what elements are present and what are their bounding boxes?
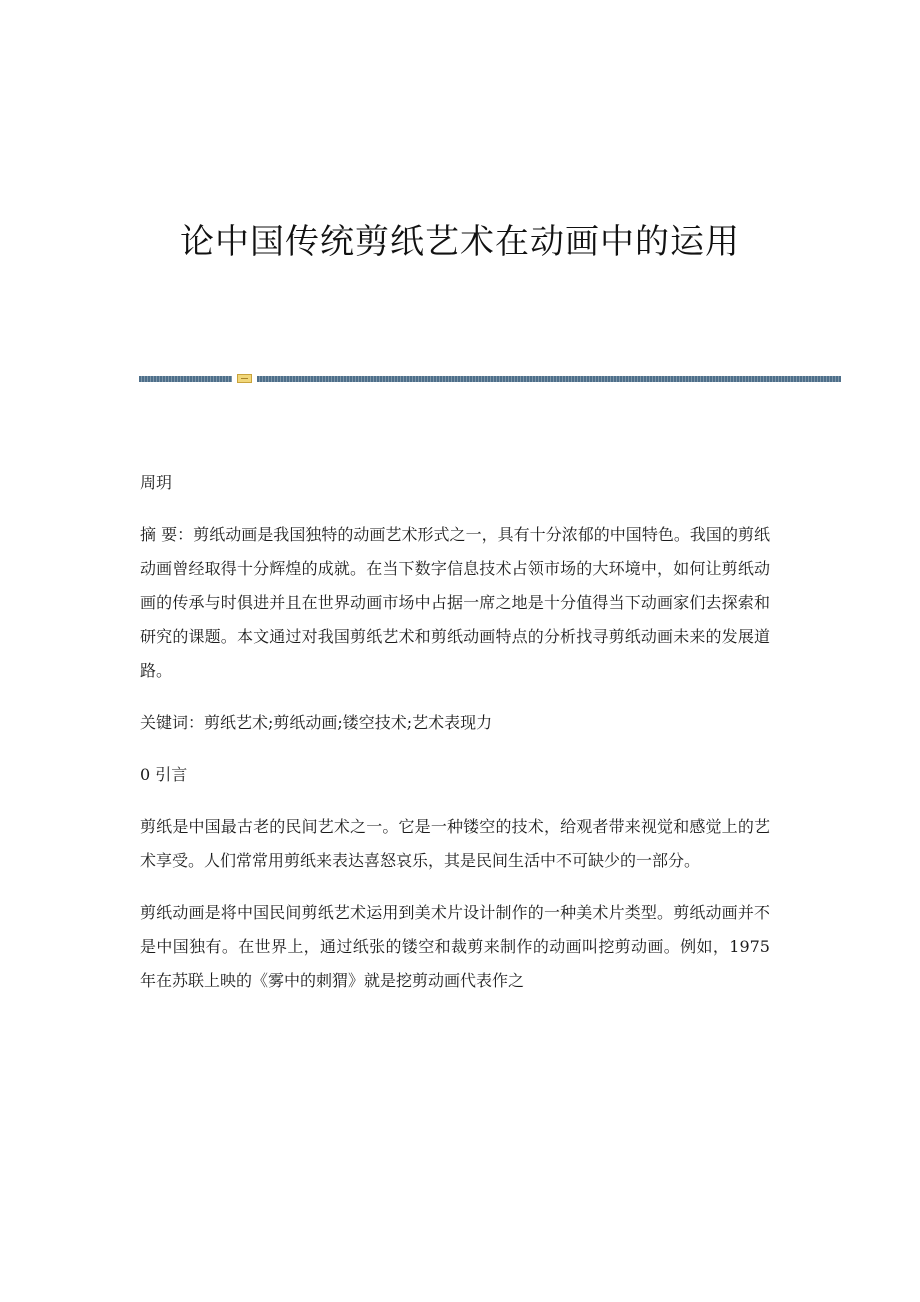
keywords-line: 关键词：剪纸艺术;剪纸动画;镂空技术;艺术表现力 (140, 713, 493, 732)
document-title: 论中国传统剪纸艺术在动画中的运用 (180, 222, 740, 262)
document-body (140, 466, 770, 1016)
divider-ornament-icon (237, 374, 252, 383)
abstract-paragraph: 摘 要：剪纸动画是我国独特的动画艺术形式之一，具有十分浓郁的中国特色。我国的剪纸动画曾经取得十分辉煌的成就。在当下数字信息技术占领市场的大环境中，如何让剪纸动画的传承与时俱进并且在世界动画市场中占据一席之地是十分值得当下动画家们去探索和研究的课题。本文通过对我国剪纸艺术和剪纸动画特点的分析找寻剪纸动画未来的发展道路。 (140, 525, 770, 680)
section-heading: 0 引言 (140, 765, 188, 784)
divider-bar-left (139, 376, 232, 382)
divider-bar-right (257, 376, 841, 382)
body-paragraph: 剪纸动画是将中国民间剪纸艺术运用到美术片设计制作的一种美术片类型。剪纸动画并不是中国独有。在世界上，通过纸张的镂空和裁剪来制作的动画叫挖剪动画。例如，1975 年在苏联上映的《雾中的刺猬》就是挖剪动画代表作之 (140, 903, 770, 990)
title-divider (139, 374, 841, 384)
author-name: 周玥 (140, 473, 173, 492)
body-paragraph: 剪纸是中国最古老的民间艺术之一。它是一种镂空的技术，给观者带来视觉和感觉上的艺术享受。人们常常用剪纸来表达喜怒哀乐，其是民间生活中不可缺少的一部分。 (140, 817, 770, 870)
